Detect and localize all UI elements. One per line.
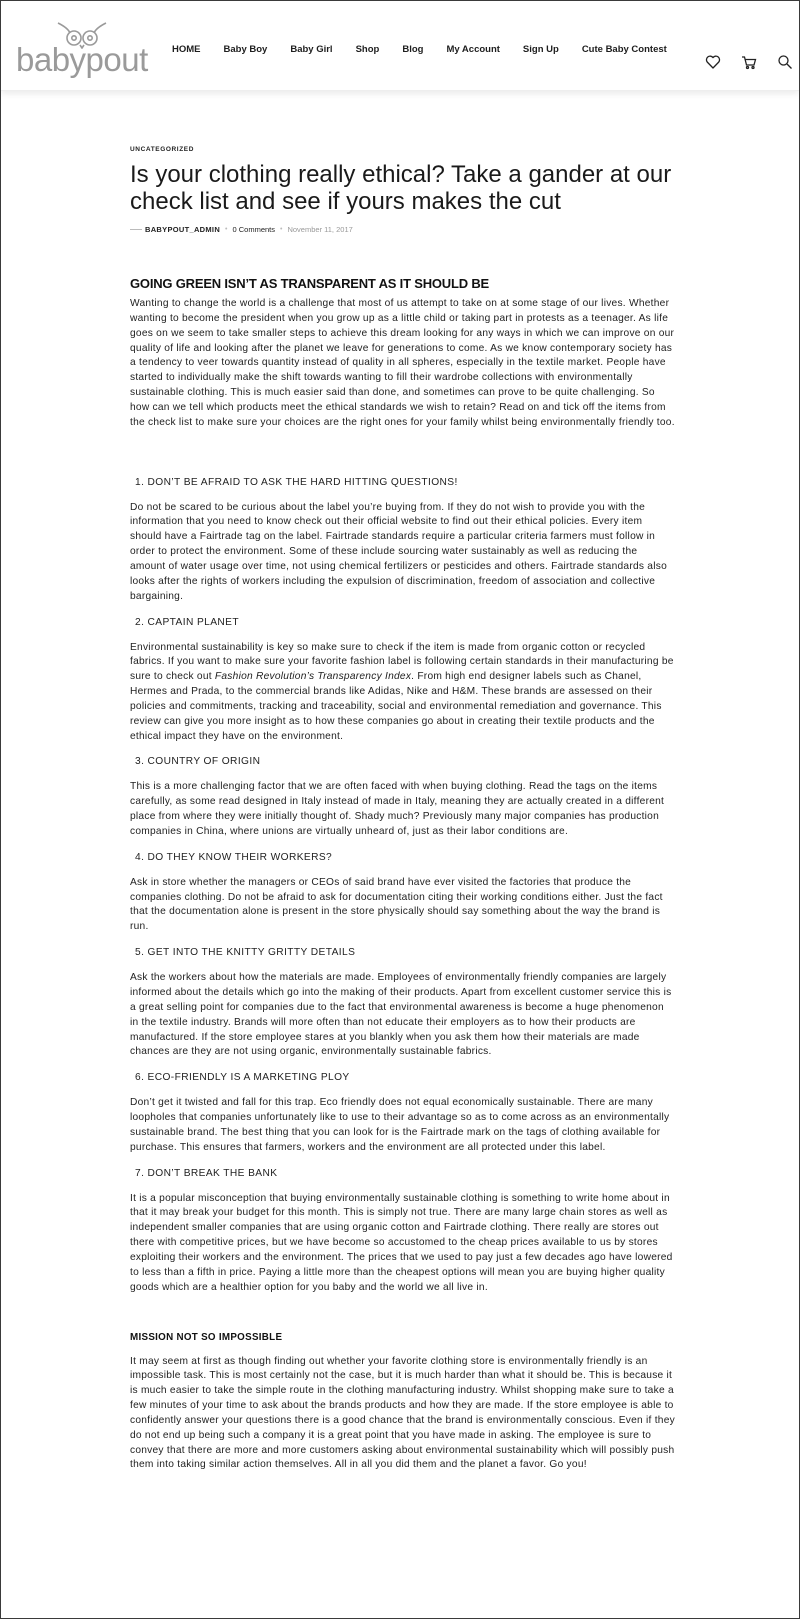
search-icon[interactable] <box>777 54 793 70</box>
checklist-item-text: Ask in store whether the managers or CEOs of said brand have ever visited the factories that produce the companies clothing. Do not be afraid to ask for documentation citing their working conditions either. Just the fact that the documentation alone is present in the store physically should say something about the way the brand is run. <box>130 876 663 933</box>
checklist-item-text <box>130 641 675 745</box>
closing-paragraph: It may seem at first as though finding out whether your favorite clothing store is environmentally friendly is an impossible task. This is most certainly not the case, but it is much harder than what it should be. This is because it is much easier to take the simple route in the clothing manufacturing industry. Whilst shopping make sure to take a few minutes of your time to ask about the brands products and how they are made. If the store employee is able to confidently answer your questions there is a good chance that the brand is environmentally conscious. Even if they do not end up being such a company it is a great point that you have made in asking. The employee is sure to convey that there are more and more customers asking about environmental sustainability which will possibly push them into taking similar action themselves. All in all you did them and the planet a favor. Go you! <box>130 1355 675 1471</box>
checklist-item-text: Ask the workers about how the materials are made. Employees of environmentally friendly companies are largely informed about the details which go into the making of their products. Apart from excellent customer service this is a great selling point for companies due to the fact that environmental awareness is become a huge phenomenon in the textile industry. Brands will more often than not educate their employers as to how their products are manufactured. If the store employee stares at you blankly when you ask them how their materials are made chances are they are not using organic, environmentally sustainable fabrics. <box>130 972 672 1058</box>
meta-separator: • <box>280 226 283 233</box>
nav-my-account[interactable]: My Account <box>446 44 500 55</box>
checklist-item-heading: 2. CAPTAIN PLANET <box>135 616 239 628</box>
checklist-item-heading: 1. DON’T BE AFRAID TO ASK THE HARD HITTING QUESTIONS! <box>135 476 458 488</box>
nav-baby-girl[interactable]: Baby Girl <box>290 44 333 55</box>
site-header <box>1 1 799 91</box>
nav-sign-up[interactable]: Sign Up <box>522 44 559 55</box>
checklist-item-heading: 3. COUNTRY OF ORIGIN <box>135 756 261 768</box>
checklist-item-text: This is a more challenging factor that we are often faced with when buying clothing. Read the tags on the items carefully, as some read designed in Italy instead of made in Italy, meaning they are actually created in a different place from where they were initially thought of. Shady much? Previously many major companies has production companies in China, where unions are virtually unheard of, just as their labor conditions are. <box>130 781 665 837</box>
post-title: Is your clothing really ethical? Take a gander at our check list and see if yours makes the cut <box>130 161 672 215</box>
post-comments-count[interactable]: 0 Comments <box>232 225 276 234</box>
closing-heading: MISSION NOT SO IMPOSSIBLE <box>130 1331 283 1343</box>
checklist-item-text: Do not be scared to be curious about the label you’re buying from. If they do not wish to provide you with the information that you need to know check out their official website to find out their ethical policies. Every item should have a Fairtrade tag on the label. Fairtrade standards require a particular criteria farmers must follow in order to protect the environment. Some of these include sourcing water sustainably as well as reducing the amount of water usage over time, not using chemical fertilizers or pesticides and others. Fairtrade standards also looks after the rights of workers including the expulsion of discrimination, freedom of association and collective bargaining. <box>130 501 667 602</box>
site-logo[interactable] <box>16 19 148 81</box>
nav-shop[interactable]: Shop <box>355 44 380 55</box>
heart-icon[interactable] <box>705 54 721 70</box>
checklist-item-heading: 4. DO THEY KNOW THEIR WORKERS? <box>135 851 333 863</box>
cart-icon[interactable] <box>741 54 757 70</box>
checklist-item-heading: 5. GET INTO THE KNITTY GRITTY DETAILS <box>135 947 356 959</box>
blog-post <box>130 146 675 1473</box>
checklist-item-text: It is a popular misconception that buying environmentally sustainable clothing is something to write home about in that it may break your budget for this month. This is simply not true. There are many large chain stores as well as independent smaller companies that are using organic cotton and Fairtrade clothing. There really are stores out there with competitive prices, but we have become so accustomed to the cheap prices available to us by stores exploiting their workers and the environment. The prices that we used to pay just a few decades ago have lowered to less than a fifth in price. Paying a little more than the cheapest options will mean you are buying higher quality goods which are a healthier option for you baby and the world we all live in. <box>130 1192 673 1293</box>
transparency-index-link[interactable]: Fashion Revolution’s Transparency Index <box>214 671 412 683</box>
post-meta <box>130 225 675 234</box>
logo-wordmark: babypout <box>16 41 148 78</box>
nav-home[interactable]: HOME <box>172 44 201 55</box>
post-category[interactable]: UNCATEGORIZED <box>130 146 195 153</box>
checklist-item-text: Don’t get it twisted and fall for this trap. Eco friendly does not equal economically sustainable. There are many loopholes that companies unfortunately like to use to their advantage so as to come across as an environmentally sustainable brand. The best thing that you can look for is the Fairtrade mark on the tags of clothing available for purchase. This ensures that farmers, workers and the environment are all protected under this label. <box>130 1097 670 1153</box>
nav-baby-boy[interactable]: Baby Boy <box>223 44 268 55</box>
nav-blog[interactable]: Blog <box>402 44 424 55</box>
main-nav <box>172 44 690 55</box>
intro-paragraph: Wanting to change the world is a challenge that most of us attempt to take on at some stage of our lives. Whether wanting to become the president when you grow up as a little child or taking part in protests as a teenager. As life goes on we seem to take smaller steps to achieve this dream looking for any ways in which we can improve on our quality of life and looking after the planet we leave for generations to come. As we know contemporary society has a tendency to veer towards quantity instead of quality in all spheres, especially in the textile market. People have started to individually make the shift towards wanting to fill their wardrobe collections with environmentally sustainable clothing. This is much easier said than done, and sometimes can prove to be quite challenging. So how can we tell which products meet the ethical standards we wish to retain? Read on and tick off the items from the check list to make sure your choices are the right ones for your family whilst being environmentally friendly too. <box>130 298 675 428</box>
post-author[interactable]: BABYPOUT_ADMIN <box>145 225 221 234</box>
meta-dash <box>130 229 142 230</box>
section-heading: GOING GREEN ISN’T AS TRANSPARENT AS IT SHOULD BE <box>130 276 489 291</box>
header-icons <box>705 54 800 70</box>
nav-cute-baby-contest[interactable]: Cute Baby Contest <box>581 44 667 55</box>
checklist-item-heading: 7. DON’T BREAK THE BANK <box>135 1167 278 1179</box>
item-text-part: . From high end designer labels such as Chanel, Hermes and Prada, to the commercial brands like Adidas, Nike and H&M. These brands are assessed on their policies and commitments, tracking and traceability, social and environmental remediation and governance. This review can give you more insight as to how these companies go about in creating their textile products and the ethical impact they have on the environment. <box>130 671 662 742</box>
post-date: November 11, 2017 <box>287 225 353 234</box>
meta-separator: • <box>225 226 228 233</box>
item-text-part: Environmental sustainability is key so make sure to check if the item is made from organic cotton or recycled fabrics. If you want to make sure your favorite fashion label is following certain standards in their manufacturing be sure to check out <box>130 641 674 683</box>
checklist-item-heading: 6. ECO-FRIENDLY IS A MARKETING PLOY <box>135 1072 350 1084</box>
